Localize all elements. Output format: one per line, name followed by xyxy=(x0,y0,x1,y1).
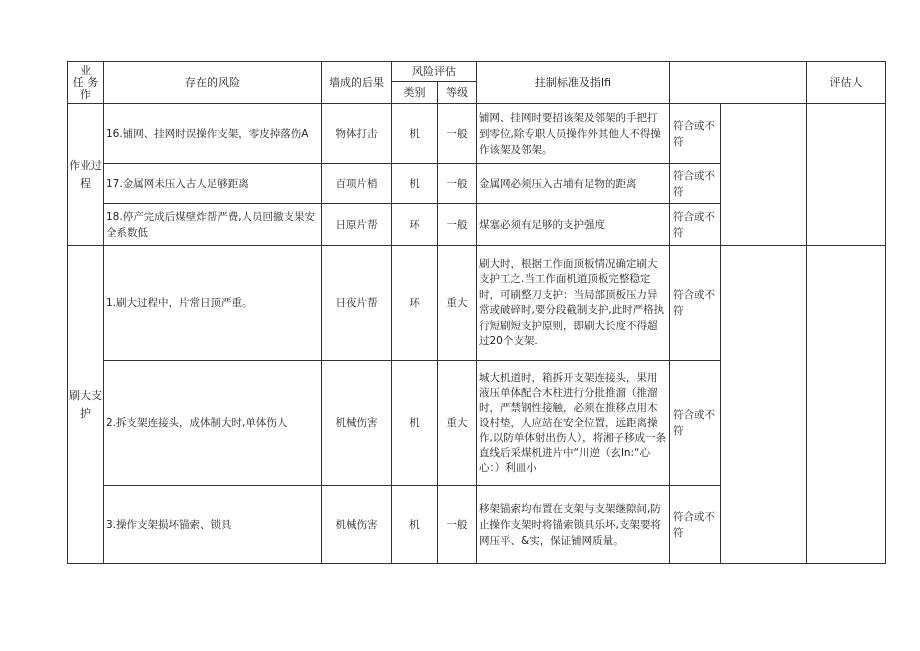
header-task xyxy=(68,62,103,103)
control-cell: 煤塞必须有足够的支护强度 xyxy=(479,218,605,231)
level-cell: 一般 xyxy=(446,218,468,231)
level-cell: 一般 xyxy=(446,518,468,531)
table-rule xyxy=(720,103,721,564)
header-risk: 存在的风险 xyxy=(185,75,240,89)
table-border-right xyxy=(885,61,886,564)
control-cell: 铺网、挂网时要招该架及邻架的手把打到零位,除专职人员操作外其他人不得操作该架及邻架。 xyxy=(479,111,661,156)
category-cell: 环 xyxy=(409,297,420,309)
compliance-cell: 符合或不符 xyxy=(673,210,715,239)
header-task-line: 作 xyxy=(80,87,91,101)
compliance-cell: 符合或不符 xyxy=(673,409,715,437)
header-level: 等级 xyxy=(446,85,468,99)
control-cell: 刷大时，根据工作面顶板情况确定刷大支护工之.当工作面机道顶板完整稳定时，可刷整刀支护：当局部顶板压力异常或破碎时,要分段截制支护,此时严格执行短刷短支护原则，即刷大长度不得超过20个支架. xyxy=(479,257,665,347)
compliance-cell: 符合或不符 xyxy=(673,510,715,539)
header-control: 拄制标准及指Ifi xyxy=(534,75,612,89)
category-cell: 机 xyxy=(409,518,420,531)
consequence-cell: 机械伤害 xyxy=(335,417,378,429)
compliance-cell: 符合或不符 xyxy=(673,169,715,198)
group-task: 刷大支护 xyxy=(69,388,102,420)
category-cell: 机 xyxy=(409,127,420,140)
compliance-cell: 符合或不符 xyxy=(673,119,715,148)
risk-cell: 2.拆支架连接头，成体制大时,单体伤人 xyxy=(106,417,288,429)
level-cell: 重大 xyxy=(446,297,468,309)
category-cell: 环 xyxy=(409,218,420,231)
group-task: 作业过程 xyxy=(69,158,102,190)
consequence-cell: 物体打击 xyxy=(335,127,378,140)
control-cell: 金属网必须压入古埔有足物的距离 xyxy=(479,177,637,190)
risk-cell: 16.铺网、挂网时误操作支架，零皮掉落伤A xyxy=(106,127,309,140)
header-category: 类别 xyxy=(403,85,426,99)
consequence-cell: 日夜片帮 xyxy=(335,297,378,309)
table-rule xyxy=(669,61,670,103)
header-task-line: 任 务 xyxy=(72,75,99,89)
risk-cell: 17.金属网未压入古人足够距离 xyxy=(106,177,249,190)
compliance-cell: 符合或不符 xyxy=(673,289,715,317)
level-cell: 重大 xyxy=(446,417,468,429)
category-cell: 机 xyxy=(409,417,420,429)
consequence-cell: 百项片梢 xyxy=(335,177,378,190)
risk-cell: 3.操作支架损坏锚索、锁具 xyxy=(106,518,232,531)
control-cell: 城大机道时，箱拆开支架连接头，果用液压单体配合木柱进行分批推溜（推溜时，严禁钢性接触，必须在推移点用木设村垫，人应站在安全位置，远距离操作,以防单体射出伤人），将湘子移成一条直线后采煤机进片中“川逆（玄ln:“心心：）利皿小 xyxy=(479,371,667,474)
consequence-cell: 日原片帮 xyxy=(335,218,378,231)
table-rule xyxy=(669,103,670,564)
header-assessor: 评估人 xyxy=(829,75,863,89)
table-rule xyxy=(806,61,807,564)
level-cell: 一般 xyxy=(446,177,468,190)
level-cell: 一般 xyxy=(446,127,468,140)
risk-cell: 18.停产完成后煤壁炸帮严费,人员回撤支果安全系数低 xyxy=(106,210,316,239)
header-task-line: 业 xyxy=(80,63,91,77)
header-consequence: 墙成的后果 xyxy=(329,75,384,89)
header-risk-eval: 风险评估 xyxy=(412,64,456,78)
consequence-cell: 机械伤害 xyxy=(335,518,378,531)
category-cell: 机 xyxy=(409,177,420,190)
risk-cell: 1.刷大过程中，片常日顶严重。 xyxy=(106,297,253,309)
control-cell: 移架锚索均布置在支架与支架继隙间,防止操作支架时将锚索锁具乐坏,支架要将网压平、&实，保证铺网质量。 xyxy=(479,502,661,547)
